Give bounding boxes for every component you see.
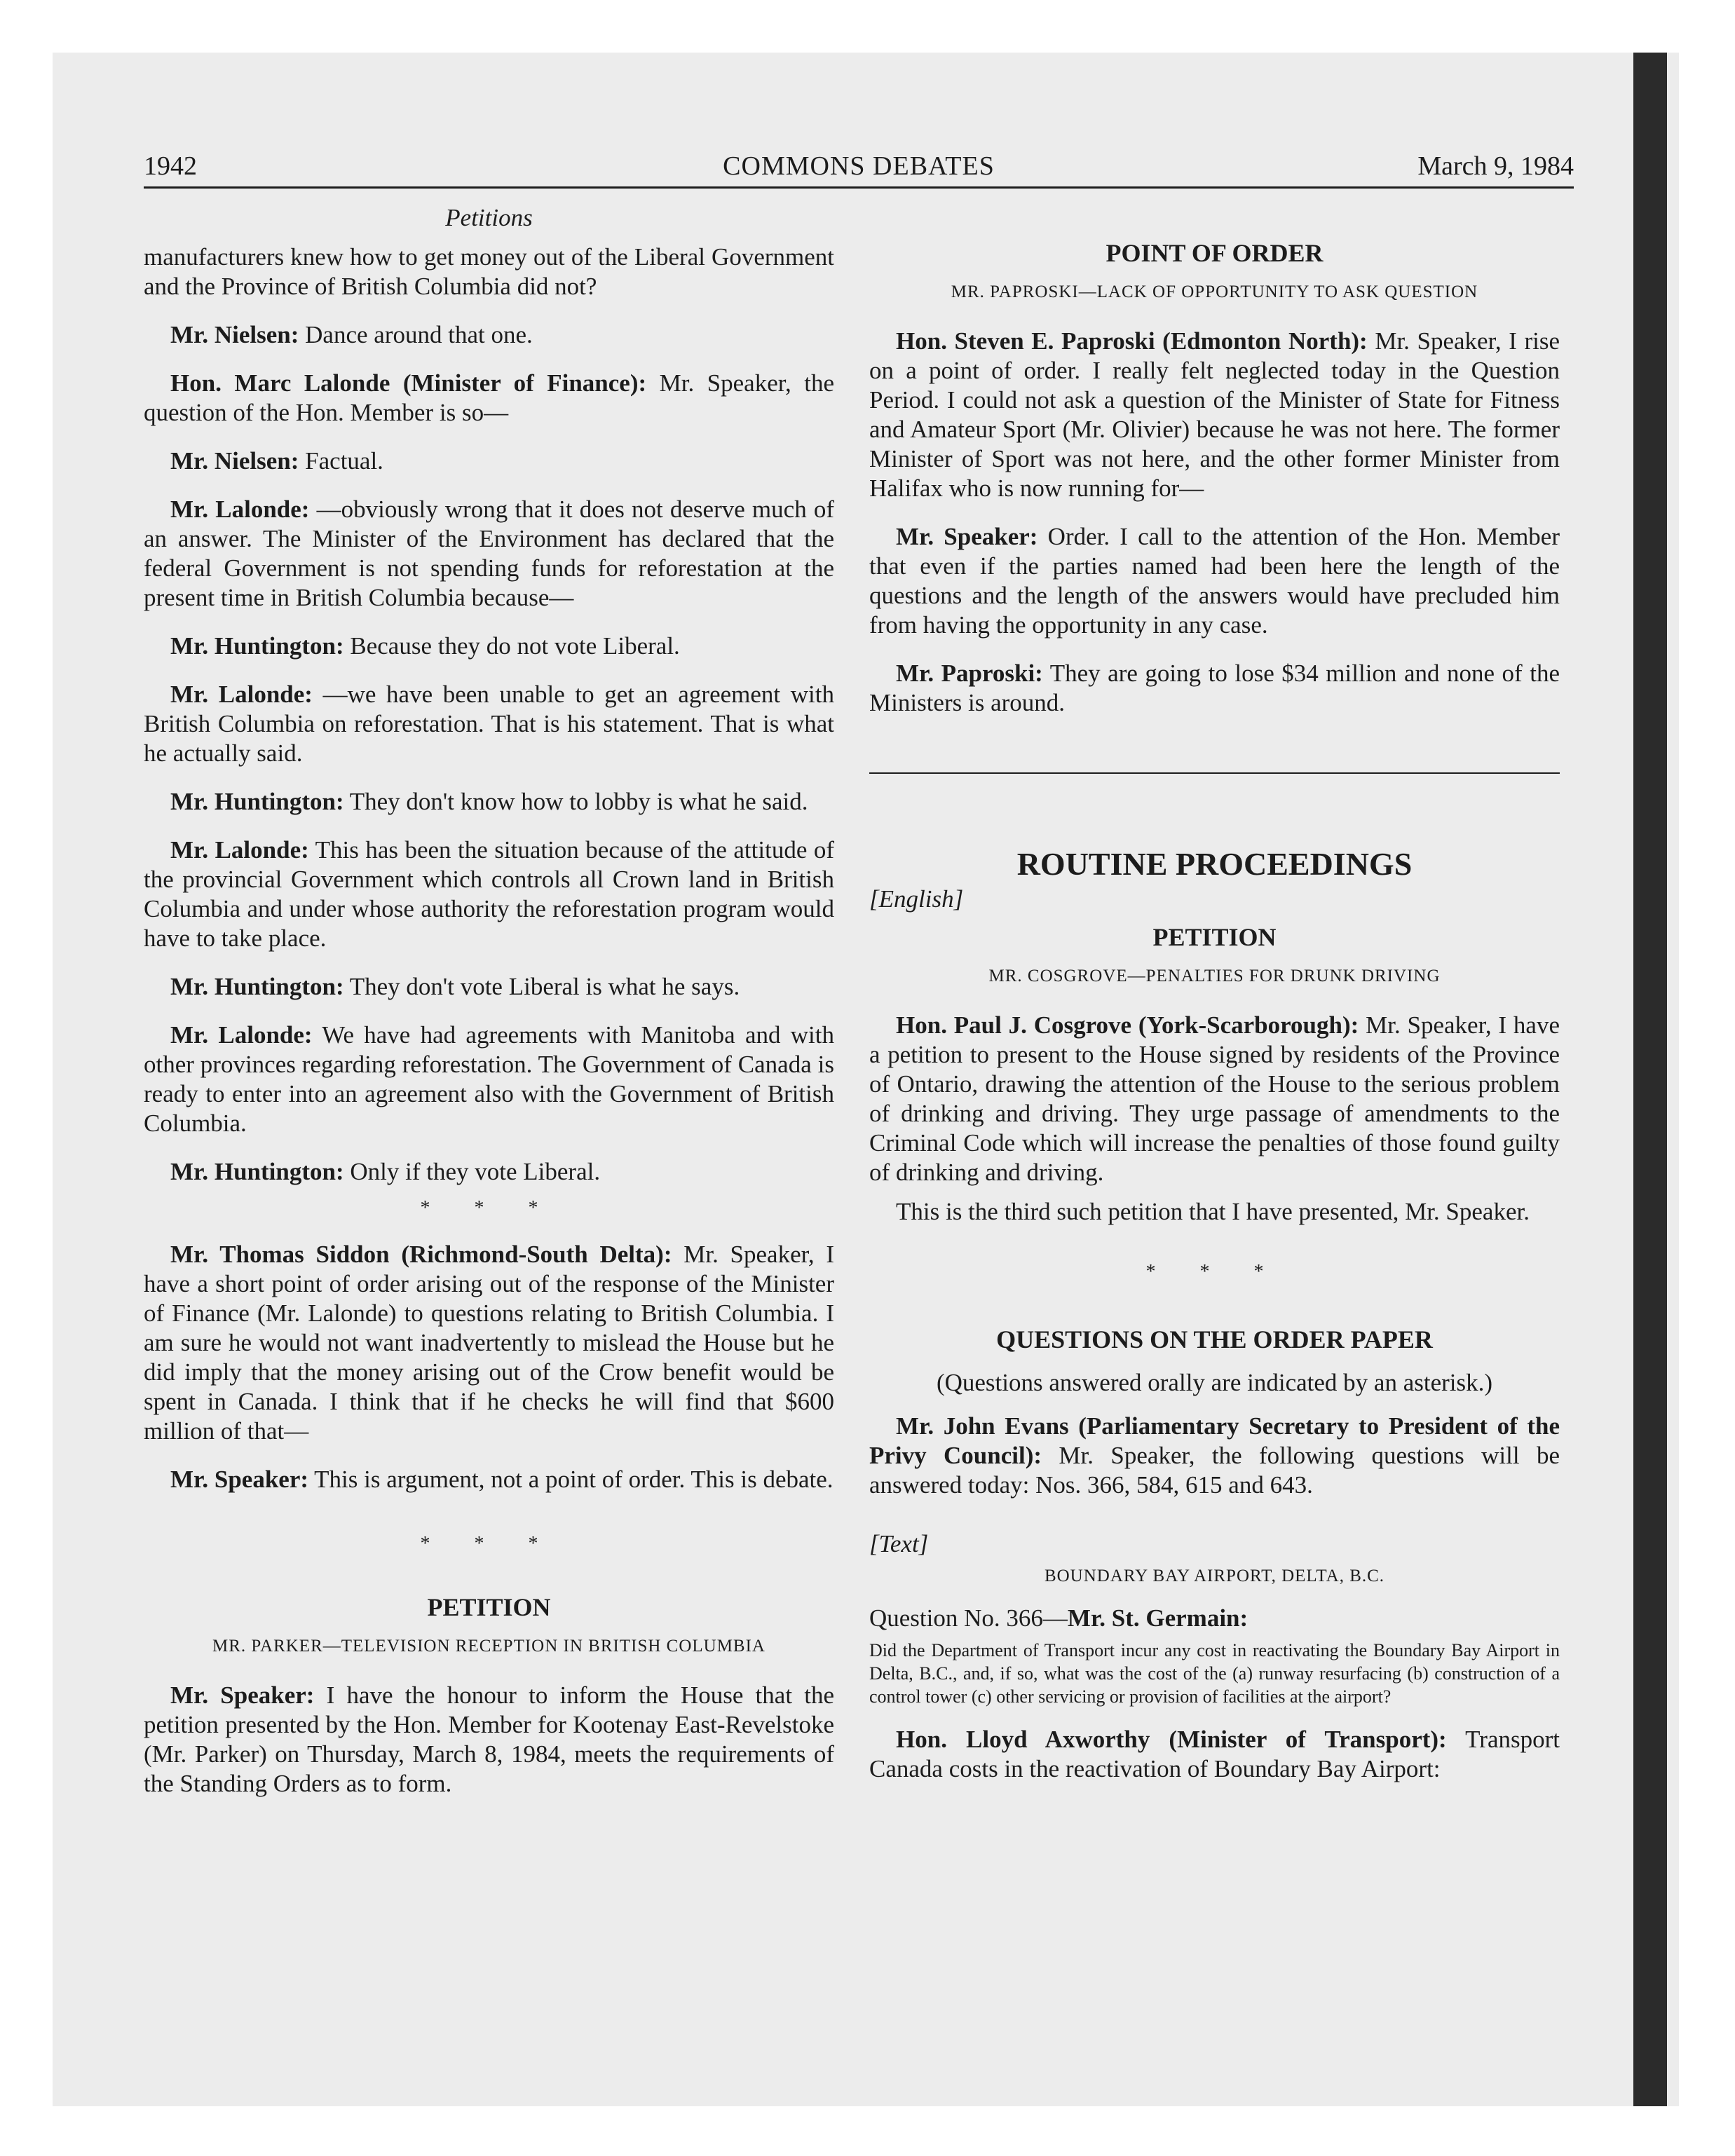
section-separator: * * * (1145, 1261, 1284, 1283)
paragraph-text: manufacturers knew how to get money out of the Liberal Government and the Province of British Columbia did not? (144, 243, 834, 300)
language-marker: [English] (869, 885, 964, 913)
running-head: Petitions (445, 204, 533, 231)
section-rule (869, 772, 1560, 774)
paragraph (144, 446, 834, 476)
paragraph (869, 1011, 1560, 1187)
paragraph (144, 787, 834, 817)
paragraph (144, 320, 834, 350)
paragraph-text: —obviously wrong that it does not deserve much of an answer. The Minister of the Environment has declared that the federal Government is not spending funds for reforestation at the present time in British Columbia because— (144, 496, 835, 611)
speaker-name: Mr. Nielsen: (170, 321, 299, 348)
section-subheading: MR. PAPROSKI—LACK OF OPPORTUNITY TO ASK QUESTION (951, 282, 1478, 301)
paragraph-text: Mr. Speaker, I rise on a point of order. I really felt neglected today in the Question Period. I could not ask a question of the Minister of State for Fitness and Amateur Sport (Mr. Olivier) because he was not here. The former Minister of Sport was not here, and the other former Minister from Halifax who is now running for— (869, 327, 1560, 502)
section-heading: POINT OF ORDER (1105, 239, 1324, 267)
speaker-name: Mr. Huntington: (170, 788, 344, 815)
paragraph (144, 1157, 834, 1187)
paragraph (144, 835, 834, 953)
major-heading: ROUTINE PROCEEDINGS (1016, 846, 1413, 882)
speaker-name: Mr. Nielsen: (170, 447, 299, 475)
section-subheading: MR. COSGROVE—PENALTIES FOR DRUNK DRIVING (988, 967, 1441, 985)
paragraph-text: Dance around that one. (299, 321, 533, 348)
paragraph (144, 1021, 834, 1138)
header-rule (144, 186, 1574, 189)
questions-note: (Questions answered orally are indicated by an asterisk.) (936, 1369, 1493, 1396)
question-asker: Mr. St. Germain: (1067, 1604, 1248, 1632)
speaker-name: Mr. Lalonde: (170, 496, 310, 523)
language-marker: [Text] (869, 1530, 929, 1557)
section-separator: * * * (420, 1197, 558, 1219)
speaker-name: Hon. Steven E. Paproski (Edmonton North): (896, 327, 1368, 355)
speaker-name: Mr. Huntington: (170, 973, 344, 1000)
section-subheading: MR. PARKER—TELEVISION RECEPTION IN BRITISH COLUMBIA (212, 1637, 766, 1656)
paragraph (144, 495, 834, 613)
paragraph (144, 1465, 834, 1494)
paragraph (869, 522, 1560, 640)
paragraph (869, 327, 1560, 503)
right-column (869, 203, 1560, 1803)
paragraph (144, 632, 834, 661)
paragraph-text: —we have been unable to get an agreement with British Columbia on reforestation. That is his statement. That is what he actually said. (144, 681, 835, 767)
paragraph-text: This is the third such petition that I have presented, Mr. Speaker. (896, 1198, 1530, 1225)
section-heading: PETITION (1152, 923, 1277, 951)
paragraph (144, 972, 834, 1002)
section-heading: PETITION (427, 1593, 551, 1621)
paragraph (869, 1412, 1560, 1500)
paragraph-text: This is argument, not a point of order. This is debate. (308, 1466, 834, 1493)
paragraph (869, 659, 1560, 718)
paragraph-text: Mr. Speaker, I have a petition to present to the House signed by residents of the Province of Ontario, drawing the attention of the House to the serious problem of drinking and driving. They urge passage of amendments to the Criminal Code which will increase the penalties of those found guilty of drinking and driving. (869, 1011, 1560, 1186)
paragraph-text: They don't know how to lobby is what he said. (343, 788, 808, 815)
page-number: 1942 (144, 151, 197, 181)
speaker-name: Mr. Thomas Siddon (Richmond-South Delta): (170, 1241, 672, 1268)
page-date: March 9, 1984 (1417, 151, 1574, 181)
speaker-name: Mr. Huntington: (170, 1158, 344, 1185)
section-heading: QUESTIONS ON THE ORDER PAPER (996, 1325, 1433, 1353)
paragraph-text: They are going to lose $34 million and none of the Ministers is around. (869, 660, 1560, 716)
speaker-name: Hon. Paul J. Cosgrove (York-Scarborough): (896, 1011, 1359, 1039)
speaker-name: Mr. Lalonde: (170, 1021, 313, 1049)
speaker-name: Mr. John Evans (Parliamentary Secretary to President of the Privy Council): (869, 1412, 1560, 1469)
speaker-name: Mr. Paproski: (896, 660, 1043, 687)
question-label: Question No. 366— (869, 1604, 1068, 1632)
paragraph (144, 369, 834, 428)
paragraph-text: Only if they vote Liberal. (343, 1158, 601, 1185)
paragraph-text: Mr. Speaker, the following questions will be answered today: Nos. 366, 584, 615 and 643. (869, 1442, 1560, 1499)
speaker-name: Mr. Lalonde: (170, 681, 313, 708)
speaker-name: Mr. Speaker: (896, 523, 1038, 550)
left-column (144, 203, 834, 1817)
paragraph-text: Transport Canada costs in the reactivation of Boundary Bay Airport: (869, 1726, 1560, 1782)
section-separator: * * * (420, 1533, 558, 1555)
scan-edge-bar (1633, 53, 1667, 2106)
paragraph-text: Order. I call to the attention of the Hon. Member that even if the parties named had been here the length of the questions and the length of the answers would have precluded him from having the opportunity in any case. (869, 523, 1560, 639)
paragraph-text: We have had agreements with Manitoba and with other provinces regarding reforestation. The Government of Canada is ready to enter into an agreement also with the Government of British Columbia. (144, 1021, 834, 1137)
speaker-name: Mr. Huntington: (170, 632, 344, 660)
paragraph (869, 1725, 1560, 1784)
paragraph (144, 1681, 834, 1799)
paragraph (144, 243, 834, 301)
speaker-name: Mr. Lalonde: (170, 836, 309, 864)
question-heading (869, 1604, 1560, 1633)
paragraph (869, 1197, 1560, 1227)
paragraph-text: Mr. Speaker, I have a short point of order arising out of the response of the Minister of Finance (Mr. Lalonde) to questions relating to British Columbia. I am sure he would not want inadvertently to mislead the House but he did imply that the money arising out of the Crow benefit would be spent in Canada. I think that if he checks he will find that $600 million of that— (144, 1241, 834, 1445)
speaker-name: Mr. Speaker: (170, 1466, 309, 1493)
question-text: Did the Department of Transport incur any cost in reactivating the Boundary Bay Airport in Delta, B.C., and, if so, what was the cost of the (a) runway resurfacing (b) construction of a control tower (c) other servicing or provision of facilities at the airport? (869, 1640, 1560, 1707)
paragraph (144, 680, 834, 768)
paragraph-text: This has been the situation because of the attitude of the provincial Government which controls all Crown land in British Columbia and under whose authority the reforestation program would have to take place. (144, 836, 835, 952)
question-subheading: BOUNDARY BAY AIRPORT, DELTA, B.C. (1044, 1567, 1385, 1585)
paragraph-text: They don't vote Liberal is what he says. (343, 973, 740, 1000)
paragraph-text: Mr. Speaker, the question of the Hon. Member is so— (144, 369, 834, 426)
publication-title: COMMONS DEBATES (723, 151, 995, 181)
speaker-name: Mr. Speaker: (170, 1681, 315, 1709)
paragraph-text: Because they do not vote Liberal. (343, 632, 680, 660)
paragraph (144, 1240, 834, 1446)
paragraph-text: I have the honour to inform the House that the petition presented by the Hon. Member for Kootenay East-Revelstoke (Mr. Parker) on Thursday, March 8, 1984, meets the requirements of the Standing Orders as to form. (144, 1681, 834, 1797)
speaker-name: Hon. Marc Lalonde (Minister of Finance): (170, 369, 647, 397)
paragraph-text: Factual. (299, 447, 383, 475)
page-header (144, 151, 1574, 187)
speaker-name: Hon. Lloyd Axworthy (Minister of Transport): (896, 1726, 1447, 1753)
